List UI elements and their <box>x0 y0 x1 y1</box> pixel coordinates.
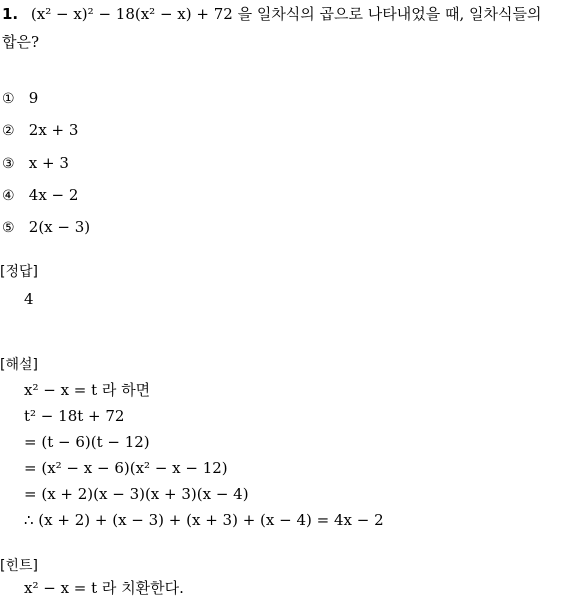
choice-text: 2x + 3 <box>28 121 79 139</box>
explanation-line: x² − x = t 라 하면 <box>24 381 151 399</box>
choice-marker: ③ <box>2 156 15 172</box>
question-line-1 <box>2 4 542 24</box>
explanation-line: ∴ (x + 2) + (x − 3) + (x + 3) + (x − 4) = 4x − 2 <box>24 511 384 529</box>
question-number: 1. <box>2 5 19 23</box>
question-text: (x² − x)² − 18(x² − x) + 72 을 일차식의 곱으로 나타내었을 때, 일차식들의 <box>30 5 542 23</box>
choice-text: 9 <box>28 89 39 107</box>
choice-text: 4x − 2 <box>28 186 79 204</box>
choice-text: 2(x − 3) <box>28 218 91 236</box>
choice-5[interactable] <box>2 217 90 238</box>
choice-marker: ① <box>2 91 15 107</box>
choice-marker: ② <box>2 123 15 139</box>
explanation-heading: [해설] <box>0 357 38 373</box>
choice-marker: ⑤ <box>2 220 15 236</box>
explanation-line: = (t − 6)(t − 12) <box>24 433 150 451</box>
choice-2[interactable] <box>2 120 78 141</box>
explanation-line: = (x + 2)(x − 3)(x + 3)(x − 4) <box>24 485 249 503</box>
answer-value: 4 <box>24 290 34 308</box>
choice-4[interactable] <box>2 185 78 206</box>
question-line-2 <box>2 32 39 52</box>
question-text-cont: 합은? <box>2 33 40 51</box>
choice-1[interactable] <box>2 88 38 109</box>
hint-line: x² − x = t 라 치환한다. <box>24 579 184 597</box>
explanation-line: = (x² − x − 6)(x² − x − 12) <box>24 459 228 477</box>
choice-marker: ④ <box>2 188 15 204</box>
answer-heading: [정답] <box>0 264 38 280</box>
hint-heading: [힌트] <box>0 558 38 574</box>
choice-text: x + 3 <box>28 154 69 172</box>
explanation-line: t² − 18t + 72 <box>24 407 125 425</box>
choice-3[interactable] <box>2 153 69 174</box>
